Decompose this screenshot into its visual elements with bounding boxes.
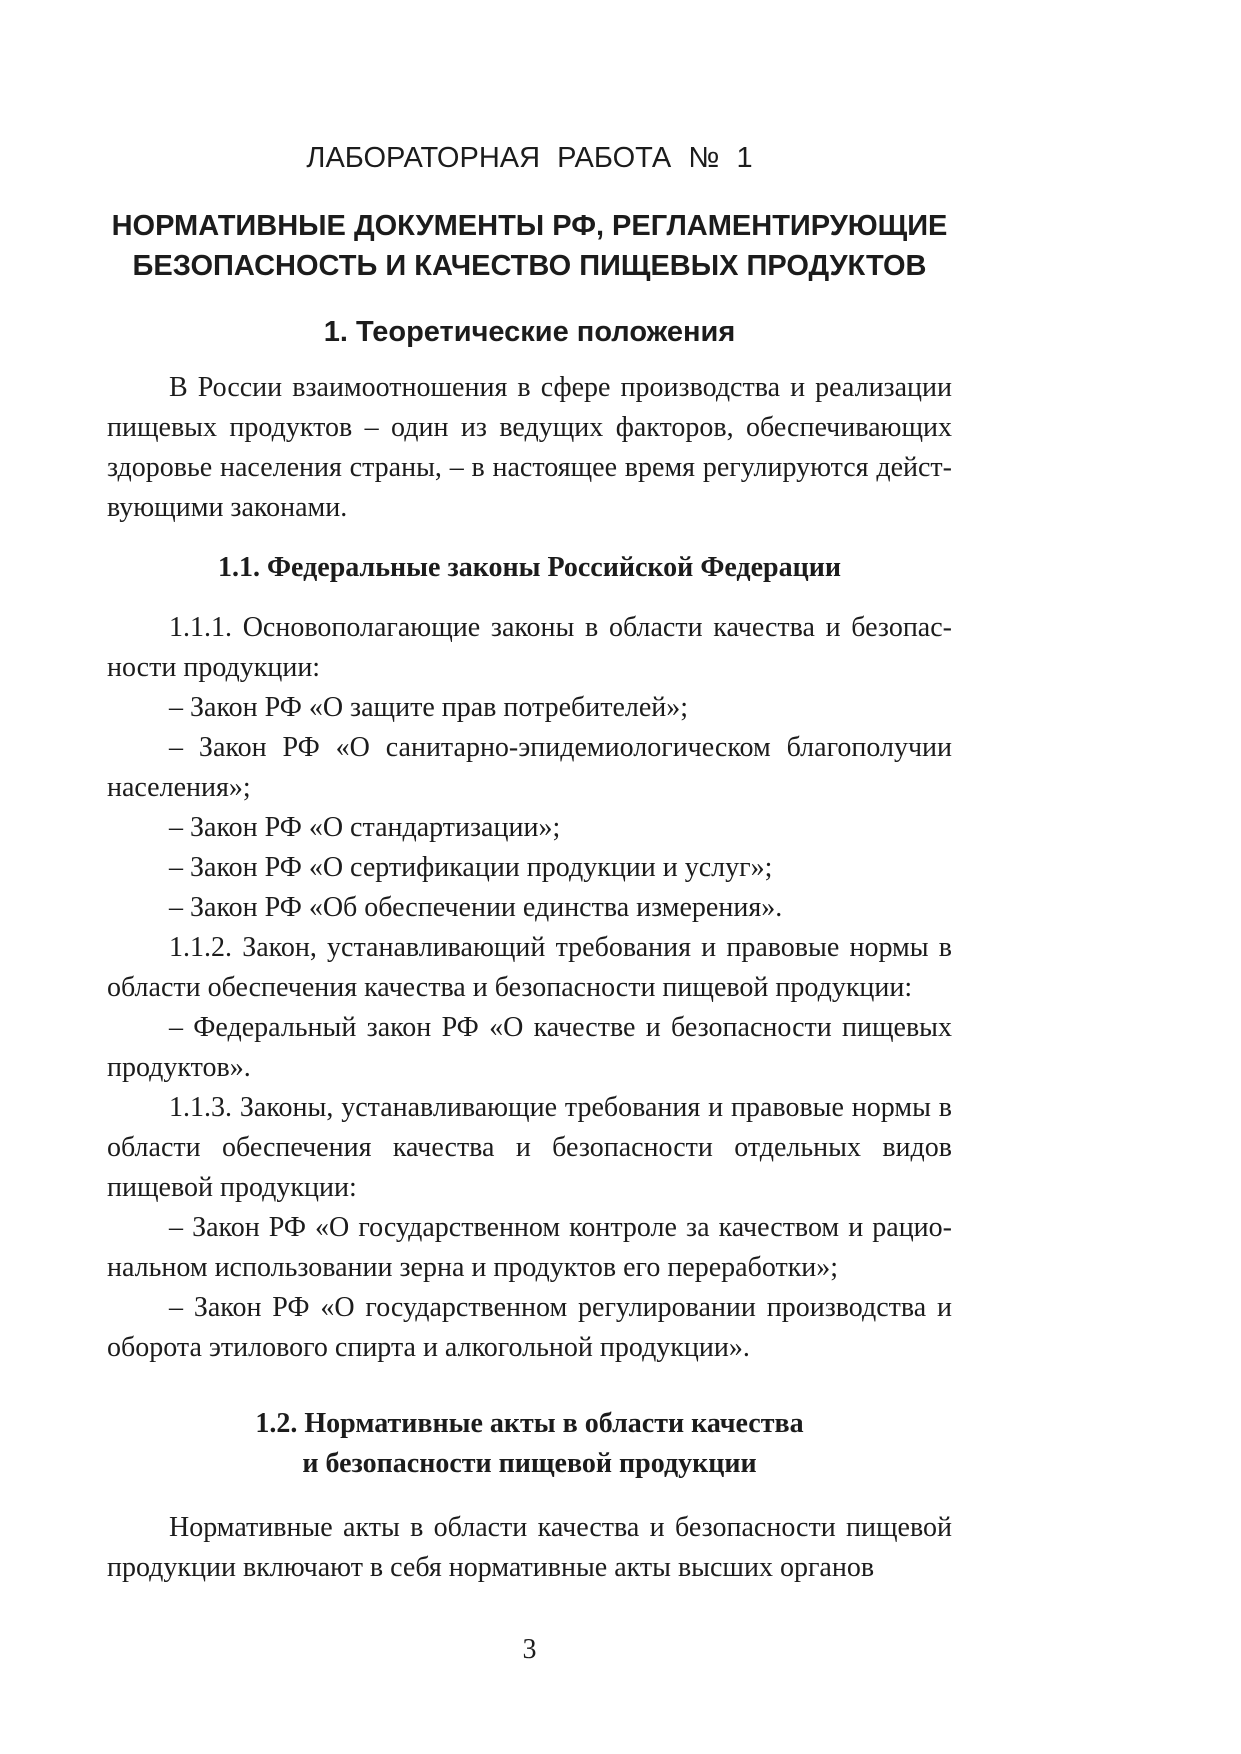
lab-work-title: ЛАБОРАТОРНАЯ РАБОТА № 1 [306, 142, 753, 174]
law-list-item: – Закон РФ «О защите прав потребителей»; [169, 692, 689, 723]
paragraph-1-1-2: 1.1.2. Закон, устанавливающий требования и правовые нормы в области обеспечения качества и безопасности пищевой продукции: [107, 932, 952, 1003]
section-1-2-heading-line2: и безопасности пищевой продукции [302, 1448, 757, 1479]
main-heading [107, 206, 952, 286]
law-list-item: – Закон РФ «О санитарно-эпидемиологическом благополучии населения»; [107, 732, 952, 803]
paragraph-1-1-1: 1.1.1. Основополагающие законы в области качества и безопасности продукции: [107, 612, 952, 683]
paragraph-1-2-intro: Нормативные акты в области качества и безопасности пищевой продукции включают в себя нормативные акты высших органов [107, 1512, 952, 1583]
law-list-item: – Закон РФ «О стандартизации»; [169, 812, 561, 843]
law-list-item: – Федеральный закон РФ «О качестве и безопасности пищевых продуктов». [107, 1012, 952, 1083]
law-list-item: – Закон РФ «О сертификации продукции и услуг»; [169, 852, 773, 883]
section-1-2-heading [107, 1404, 952, 1484]
paragraph-theory-intro: В России взаимоотношения в сфере производства и реализации пищевых продуктов – один из ведущих факторов, обеспечивающих здоровье населения страны, – в настоящее время регулируются действующими законами. [107, 372, 952, 523]
law-list-item: – Закон РФ «О государственном регулировании производства и оборота этилового спирта и алкогольной продукции». [107, 1292, 952, 1363]
main-heading-line1: НОРМАТИВНЫЕ ДОКУМЕНТЫ РФ, РЕГЛАМЕНТИРУЮЩИЕ [111, 210, 948, 242]
main-heading-line2: БЕЗОПАСНОСТЬ И КАЧЕСТВО ПИЩЕВЫХ ПРОДУКТОВ [132, 250, 927, 282]
section-1-1-heading: 1.1. Федеральные законы Российской Федерации [218, 552, 841, 583]
law-list-item: – Закон РФ «Об обеспечении единства измерения». [169, 892, 783, 923]
paragraph-1-1-3: 1.1.3. Законы, устанавливающие требования и правовые нормы в области обеспечения качества и безопасности отдельных видов пищевой продукции: [107, 1092, 952, 1203]
section-1-2-heading-line1: 1.2. Нормативные акты в области качества [255, 1408, 804, 1439]
section-1-heading: 1. Теоретические положения [323, 316, 736, 348]
page-number: 3 [522, 1634, 537, 1665]
law-list-item: – Закон РФ «О государственном контроле за качеством и рациональном использовании зерна и продуктов его переработки»; [107, 1212, 952, 1283]
